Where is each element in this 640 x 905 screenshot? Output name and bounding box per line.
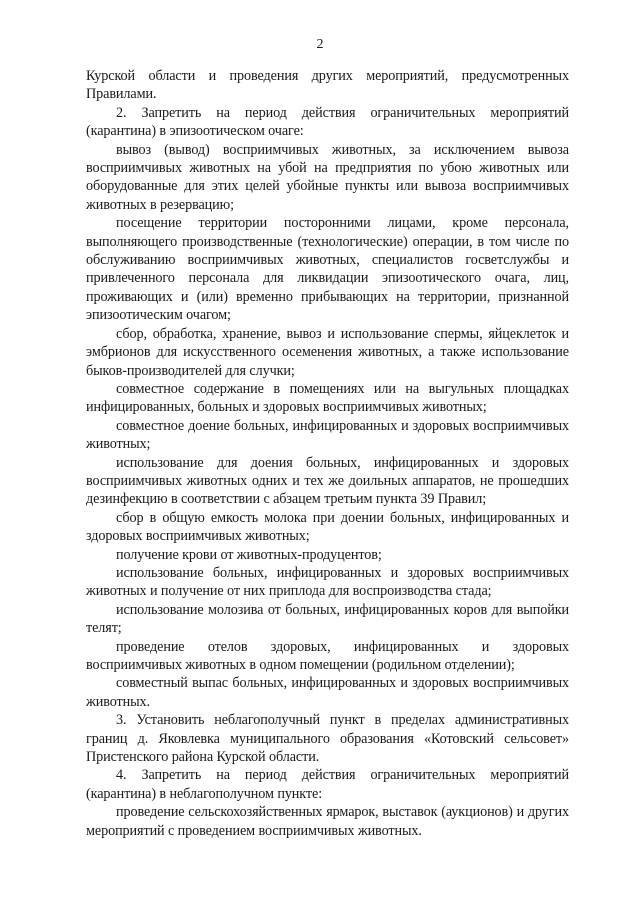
paragraph-joint-keeping: совместное содержание в помещениях или на выгульных площадках инфицированных, больных и здоровых восприимчивых животных; [86, 380, 569, 416]
paragraph-item-2: 2. Запретить на период действия ограничительных мероприятий (карантина) в эпизоотическом очаге: [86, 104, 569, 140]
paragraph-export-ban: вывоз (вывод) восприимчивых животных, за исключением вывоза восприимчивых животных на убой на предприятия по убою животных или оборудованные для этих целей убойные пункты или вывоза восприимчивых животных в резервацию; [86, 141, 569, 213]
paragraph-joint-grazing: совместный выпас больных, инфицированных и здоровых восприимчивых животных. [86, 675, 569, 710]
paragraph-continuation: Курской области и проведения других мероприятий, предусмотренных Правилами. [86, 68, 569, 103]
paragraph-sperm-collection: сбор, обработка, хранение, вывоз и использование спермы, яйцеклеток и эмбрионов для искусственного осеменения животных, а также использование быков-производителей для случки; [86, 325, 569, 379]
page-number: 2 [316, 37, 324, 52]
paragraph-joint-milking: совместное доение больных, инфицированных и здоровых восприимчивых животных; [86, 417, 569, 453]
paragraph-fairs-ban: проведение сельскохозяйственных ярмарок, выставок (аукционов) и других мероприятий с проведением восприимчивых животных. [86, 804, 569, 839]
paragraph-calving: проведение отелов здоровых, инфицированных и здоровых восприимчивых животных в одном помещении (родильном отделении); [86, 638, 569, 673]
paragraph-milking-equipment: использование для доения больных, инфицированных и здоровых восприимчивых животных одних и тех же доильных аппаратов, не прошедших дезинфекцию в соответствии с абзацем третьим пункта 39 Правил; [86, 454, 569, 508]
document-body [86, 67, 569, 840]
paragraph-breeding-use: использование больных, инфицированных и здоровых восприимчивых животных и получение от них приплода для воспроизводства стада; [86, 564, 569, 600]
paragraph-colostrum-use: использование молозива от больных, инфицированных коров для выпойки телят; [86, 601, 569, 637]
paragraph-item-3: 3. Установить неблагополучный пункт в пределах административных границ д. Яковлевка муниципального образования «Котовский сельсовет» Пристенского района Курской области. [86, 712, 569, 766]
paragraph-item-4: 4. Запретить на период действия ограничительных мероприятий (карантина) в неблагополучном пункте: [86, 767, 569, 802]
paragraph-visit-ban: посещение территории посторонними лицами, кроме персонала, выполняющего производственные (технологические) операции, в том числе по обслуживанию восприимчивых животных, специалистов госветслужбы и привлеченного персонала для ликвидации эпизоотического очага, лиц, проживающих и (или) временно прибывающих на территории, признанной эпизоотическим очагом; [86, 215, 569, 324]
paragraph-milk-collection: сбор в общую емкость молока при доении больных, инфицированных и здоровых восприимчивых животных; [86, 509, 569, 545]
paragraph-blood-collection: получение крови от животных-продуцентов; [116, 546, 382, 563]
